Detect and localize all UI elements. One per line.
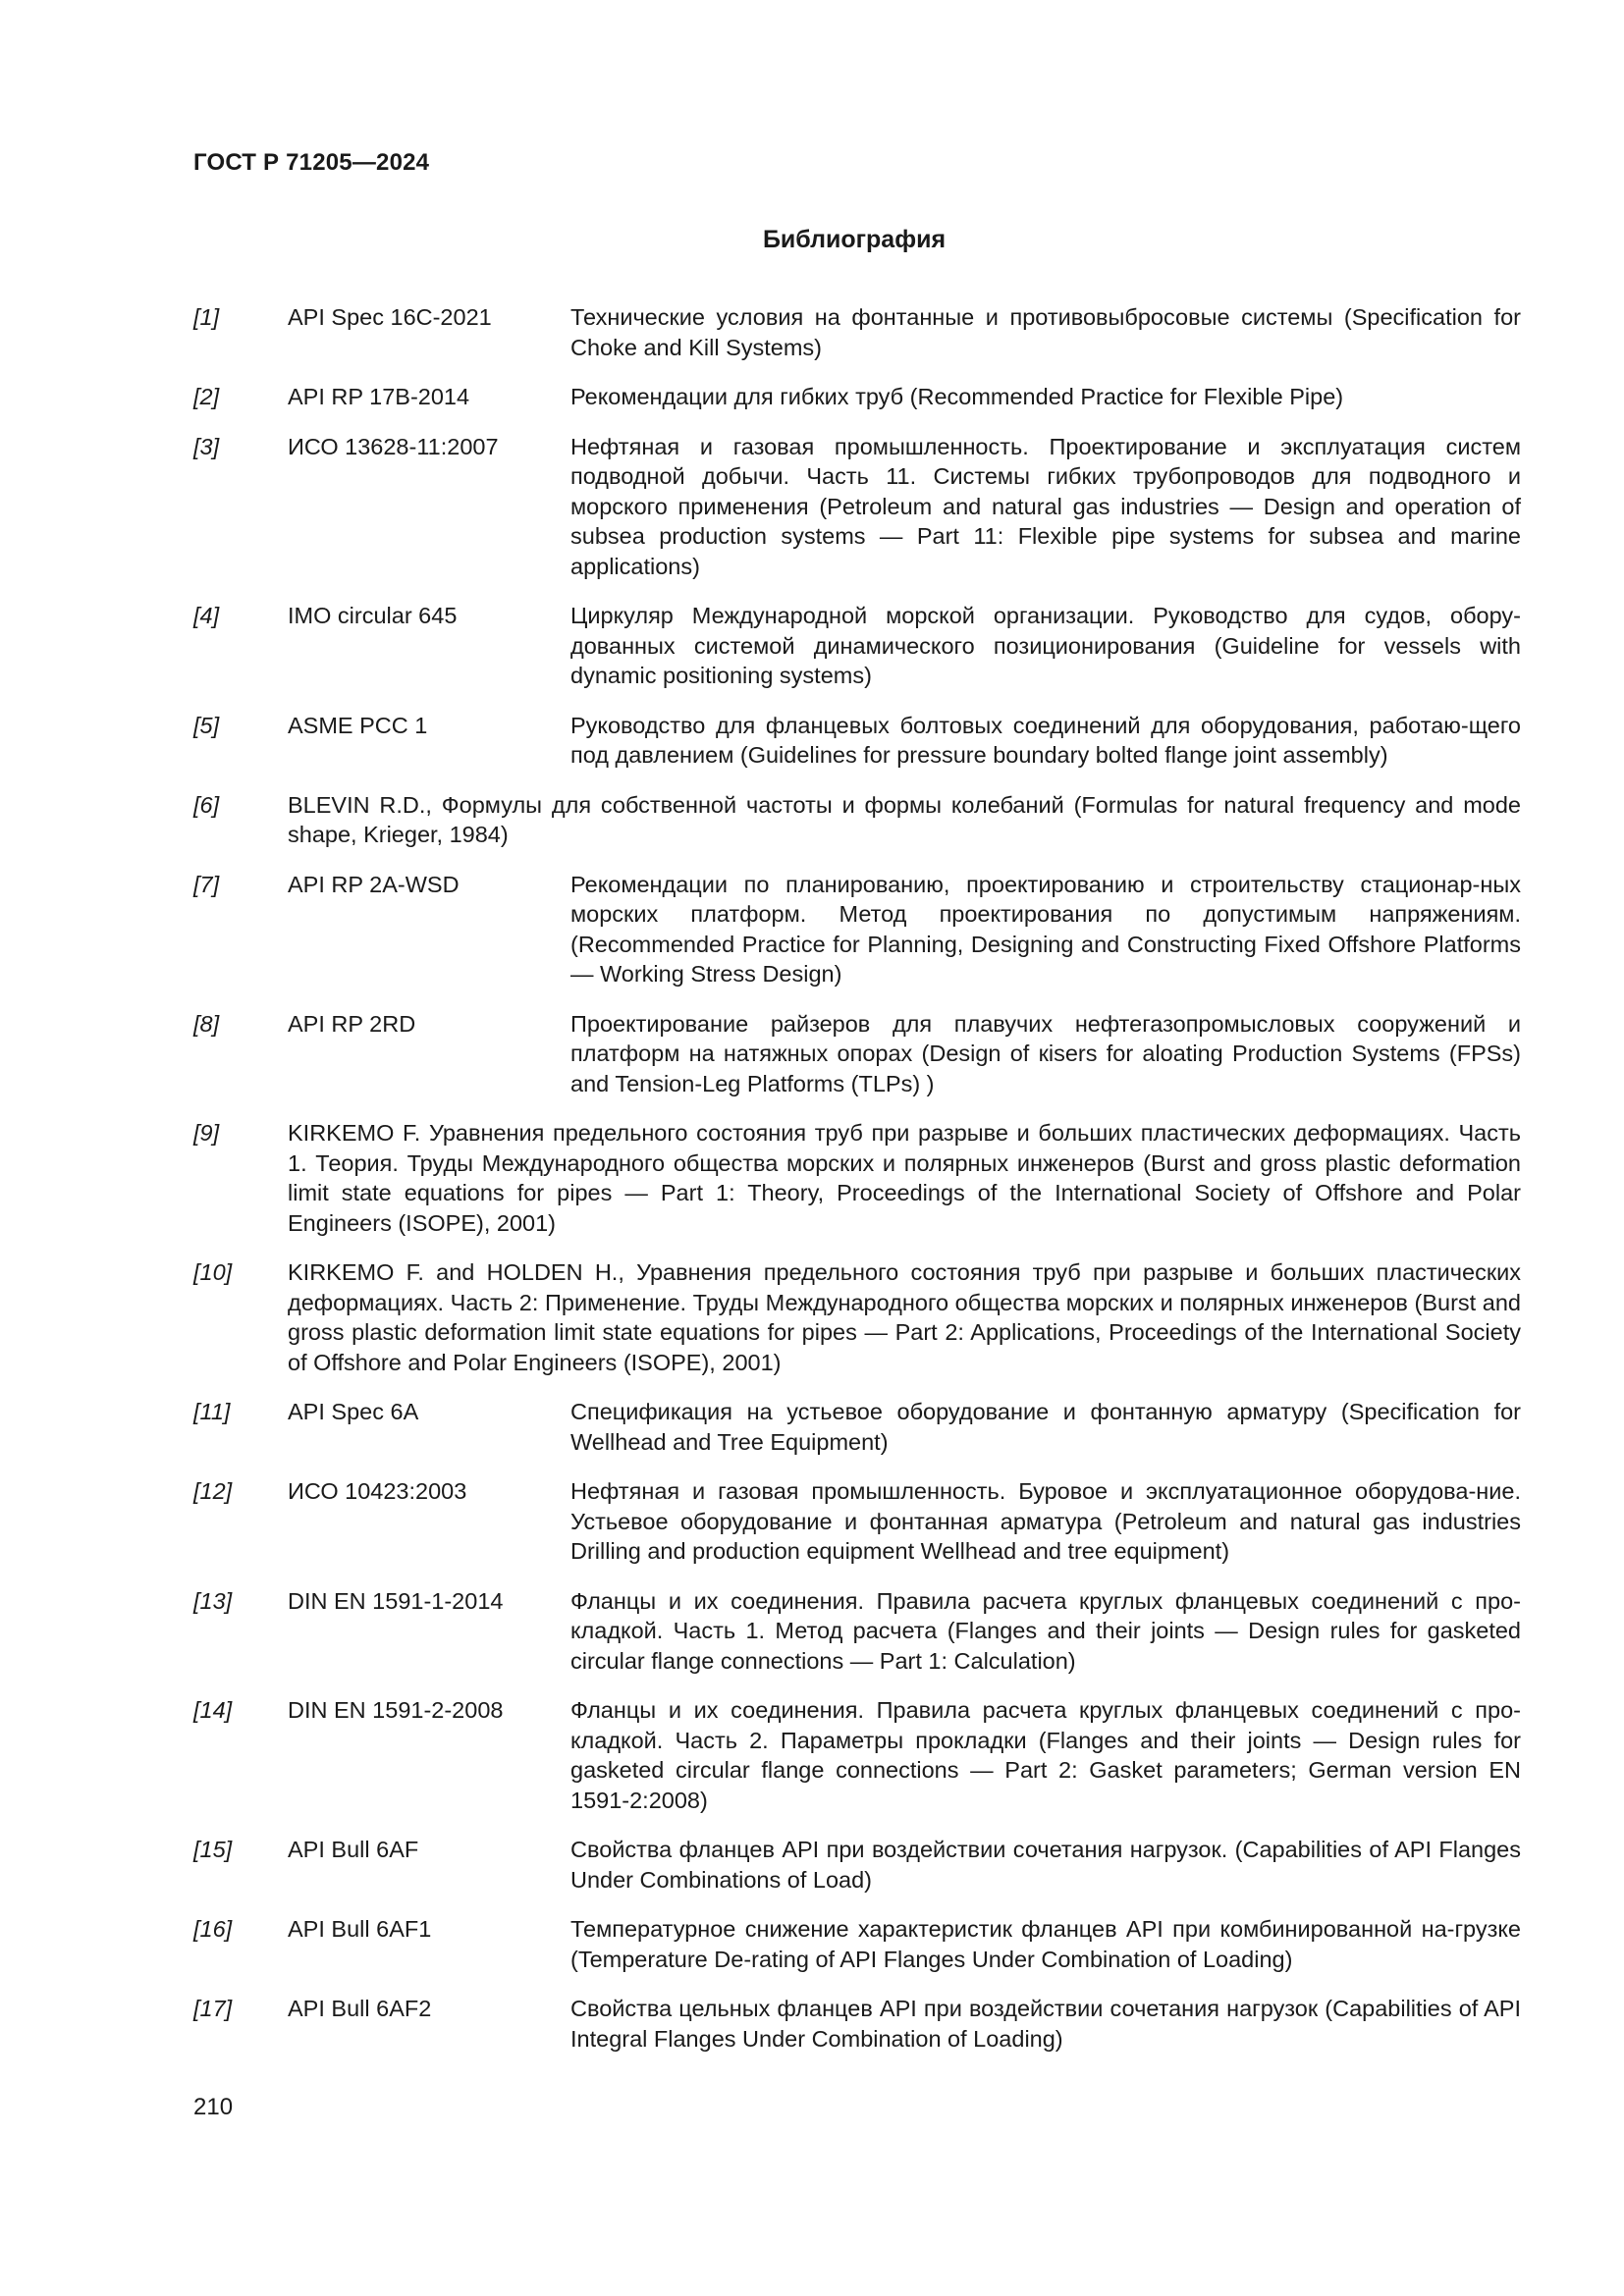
section-title: Библиография: [762, 226, 947, 253]
bib-number: [8]: [193, 1010, 220, 1037]
bib-entry: [193, 1914, 1521, 1974]
bib-entry: [193, 1835, 1521, 1895]
bib-entry: [193, 1476, 1521, 1567]
bib-number: [3]: [193, 433, 220, 459]
bib-entry: [193, 382, 1521, 412]
bib-description: BLEVIN R.D., Формулы для собственной частоты и формы колебаний (Formulas for natural frequency and mode shape, Krieger, 1984): [288, 791, 1521, 847]
bib-number: [2]: [193, 384, 220, 409]
bib-number: [15]: [193, 1837, 233, 1862]
bib-code: API Bull 6AF: [288, 1837, 419, 1862]
bib-entry: [193, 1586, 1521, 1677]
bibliography-list: [193, 302, 1521, 2073]
bib-entry: [193, 1397, 1521, 1457]
bib-entry: [193, 601, 1521, 691]
bib-code: IMO circular 645: [288, 603, 458, 628]
bib-number: [14]: [193, 1697, 233, 1723]
bib-description: Руководство для фланцевых болтовых соединений для оборудования, работаю-щего под давлением (Guidelines for pressure boundary bolted flange joint assembly): [570, 712, 1521, 768]
bib-number: [7]: [193, 871, 220, 897]
bib-code: ASME PCC 1: [288, 712, 428, 738]
bib-number: [11]: [193, 1399, 231, 1424]
bib-description: Фланцы и их соединения. Правила расчета круглых фланцевых соединений с про-кладкой. Часть 2. Параметры прокладки (Flanges and their joints — Design rules for gasketed circular flange connections — Part 2: Gasket parameters; German version EN 1591-2:2008): [570, 1697, 1521, 1813]
bib-code: API RP 2A-WSD: [288, 871, 460, 897]
bib-number: [13]: [193, 1587, 233, 1614]
bib-code: API Spec 6A: [288, 1399, 419, 1424]
bib-description: Технические условия на фонтанные и противовыбросовые системы (Specification for Choke and Kill Systems): [570, 304, 1521, 360]
bib-code: API Bull 6AF1: [288, 1916, 432, 1942]
bib-number: [10]: [193, 1259, 233, 1285]
bib-code: API RP 17B-2014: [288, 384, 470, 409]
bib-number: [4]: [193, 603, 220, 628]
bib-description: KIRKEMO F. and HOLDEN H., Уравнения предельного состояния труб при разрыве и больших пластических деформациях. Часть 2: Применение. Труды Международного общества морских и полярных инженеров (Burst and gross plastic deformation limit state equations for pipes — Part 2: Applications, Proceedings of the International Society of Offshore and Polar Engineers (ISOPE), 2001): [288, 1259, 1521, 1375]
bib-description: Проектирование райзеров для плавучих нефтегазопромысловых сооружений и платформ на натяжных опорах (Design of кisers for аloating Production Systems (FPSs) and Tension-Leg Platforms (TLPs) ): [570, 1010, 1521, 1096]
bib-entry: [193, 1994, 1521, 2054]
bib-entry: [193, 432, 1521, 582]
bib-entry: [193, 711, 1521, 771]
bib-description: Нефтяная и газовая промышленность. Проектирование и эксплуатация систем подводной добычи. Часть 11. Системы гибких трубопроводов для подводного и морского применения (Petroleum and natural gas industries — Design and operation of subsea production systems — Part 11: Flexible pipe systems for subsea and marine applications): [570, 433, 1521, 579]
bib-number: [5]: [193, 712, 220, 738]
bib-code: API Bull 6AF2: [288, 1996, 432, 2021]
bib-entry: [193, 1118, 1521, 1238]
bib-code: ИСО 10423:2003: [288, 1478, 467, 1504]
bib-code: DIN EN 1591-1-2014: [288, 1587, 504, 1614]
bib-number: [17]: [193, 1996, 233, 2021]
bib-code: DIN EN 1591-2-2008: [288, 1697, 504, 1723]
bib-description: Рекомендации по планированию, проектированию и строительству стационар-ных морских платформ. Метод проектирования по допустимым напряжениям. (Recommended Practice for Planning, Designing and Constructing Fixed Offshore Platforms — Working Stress Design): [570, 871, 1521, 987]
bib-description: Свойства фланцев API при воздействии сочетания нагрузок. (Capabilities of API Flanges Under Combinations of Load): [570, 1837, 1521, 1893]
bib-description: Рекомендации для гибких труб (Recommended Practice for Flexible Pipe): [570, 384, 1344, 409]
document-header: ГОСТ Р 71205—2024: [193, 149, 430, 176]
bib-entry: [193, 302, 1521, 362]
bib-code: API Spec 16C-2021: [288, 304, 492, 330]
bib-entry: [193, 1695, 1521, 1815]
bib-description: Спецификация на устьевое оборудование и фонтанную арматуру (Specification for Wellhead and Tree Equipment): [570, 1399, 1521, 1455]
bib-description: Циркуляр Международной морской организации. Руководство для судов, обору-дованных системой динамического позиционирования (Guideline for vessels with dynamic positioning systems): [570, 603, 1521, 688]
bib-description: Нефтяная и газовая промышленность. Буровое и эксплуатационное оборудова-ние. Устьевое оборудование и фонтанная арматура (Petroleum and natural gas industries Drilling and production equipment Wellhead and tree equipment): [570, 1478, 1521, 1564]
bib-code: API RP 2RD: [288, 1010, 416, 1037]
bib-description: Температурное снижение характеристик фланцев API при комбинированной на-грузке (Temperature De-rating of API Flanges Under Combination of Loading): [570, 1916, 1521, 1972]
bib-entry: [193, 790, 1521, 850]
bib-entry: [193, 870, 1521, 989]
bib-code: ИСО 13628-11:2007: [288, 433, 499, 459]
bib-number: [1]: [193, 304, 220, 330]
bib-number: [6]: [193, 791, 220, 818]
bib-description: Свойства цельных фланцев API при воздействии сочетания нагрузок (Capabilities of API Integral Flanges Under Combination of Loading): [570, 1996, 1521, 2052]
bib-description: Фланцы и их соединения. Правила расчета круглых фланцевых соединений с про-кладкой. Часть 1. Метод расчета (Flanges and their joints — Design rules for gasketed circular flange connections — Part 1: Calculation): [570, 1587, 1521, 1674]
bib-number: [9]: [193, 1120, 220, 1146]
bib-number: [16]: [193, 1916, 233, 1942]
bib-entry: [193, 1257, 1521, 1377]
bib-entry: [193, 1009, 1521, 1099]
bib-number: [12]: [193, 1478, 233, 1504]
bib-description: KIRKEMO F. Уравнения предельного состояния труб при разрыве и больших пластических деформациях. Часть 1. Теория. Труды Международного общества морских и полярных инженеров (Burst and gross plastic deformation limit state equations for pipes — Part 1: Theory, Proceedings of the International Society of Offshore and Polar Engineers (ISOPE), 2001): [288, 1120, 1521, 1236]
page-number: 210: [193, 2094, 234, 2120]
